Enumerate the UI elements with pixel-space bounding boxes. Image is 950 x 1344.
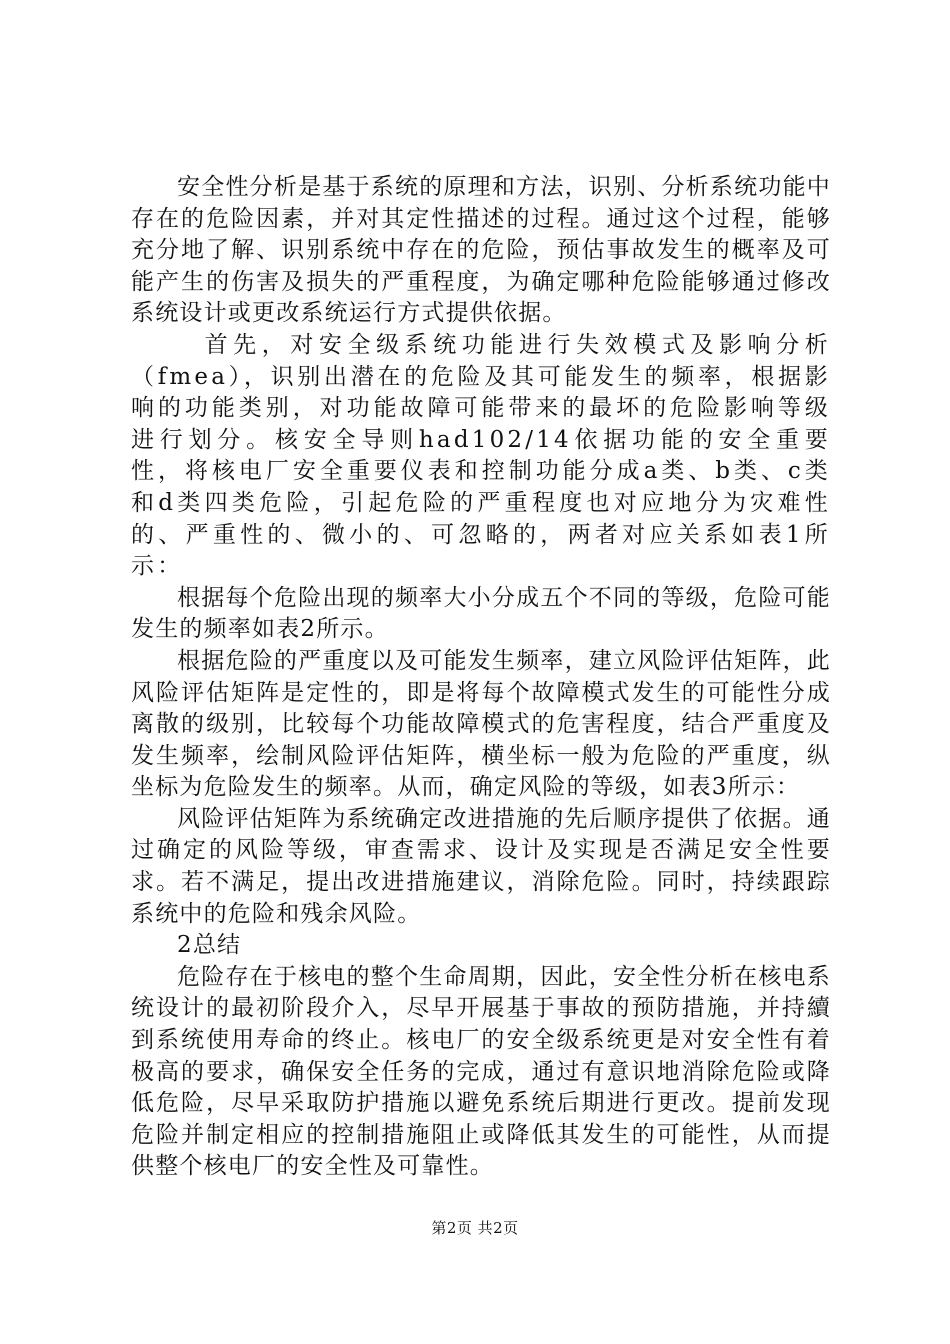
document-body	[131, 172, 831, 1183]
paragraph-conclusion: 危险存在于核电的整个生命周期，因此，安全性分析在核电系统设计的最初阶段介入，尽早开展基于事故的预防措施，并持續到系统使用寿命的终止。核电厂的安全级系统更是对安全性有着极高的要求，确保安全任务的完成，通过有意识地消除危险或降低危险，尽早采取防护措施以避免系统后期进行更改。提前发现危险并制定相应的控制措施阻止或降低其发生的可能性，从而提供整个核电厂的安全性及可靠性。	[131, 963, 831, 1180]
paragraph-frequency: 根据每个危险出现的频率大小分成五个不同的等级，危险可能发生的频率如表2所示。	[131, 584, 831, 643]
paragraph-fmea: 首先，对安全级系统功能进行失效模式及影响分析（fmea），识别出潜在的危险及其可能发生的频率，根据影响的功能类别，对功能故障可能带来的最坏的危险影响等级进行划分。核安全导则had102/14依据功能的安全重要性，将核电厂安全重要仪表和控制功能分成a类、b类、c类和d类四类危险，引起危险的严重程度也对应地分为灾难性的、严重性的、微小的、可忽略的，两者对应关系如表1所示：	[131, 331, 831, 580]
section-heading: 2总结	[177, 932, 242, 959]
paragraph-improvement: 风险评估矩阵为系统确定改进措施的先后顺序提供了依据。通过确定的风险等级，审查需求、设计及实现是否满足安全性要求。若不满足，提出改进措施建议，消除危险。同时，持续跟踪系统中的危险和残余风险。	[131, 805, 831, 927]
page-footer: 第2页 共2页	[431, 1219, 519, 1237]
paragraph-risk-matrix: 根据危险的严重度以及可能发生频率，建立风险评估矩阵，此风险评估矩阵是定性的，即是将每个故障模式发生的可能性分成离散的级别，比较每个功能故障模式的危害程度，结合严重度及发生频率，绘制风险评估矩阵，横坐标一般为危险的严重度，纵坐标为危险发生的频率。从而，确定风险的等级，如表3所示：	[131, 647, 831, 801]
paragraph-intro: 安全性分析是基于系统的原理和方法，识别、分析系统功能中存在的危险因素，并对其定性描述的过程。通过这个过程，能够充分地了解、识别系统中存在的危险，预估事故发生的概率及可能产生的伤害及损失的严重程度，为确定哪种危险能够通过修改系统设计或更改系统运行方式提供依据。	[131, 174, 831, 327]
